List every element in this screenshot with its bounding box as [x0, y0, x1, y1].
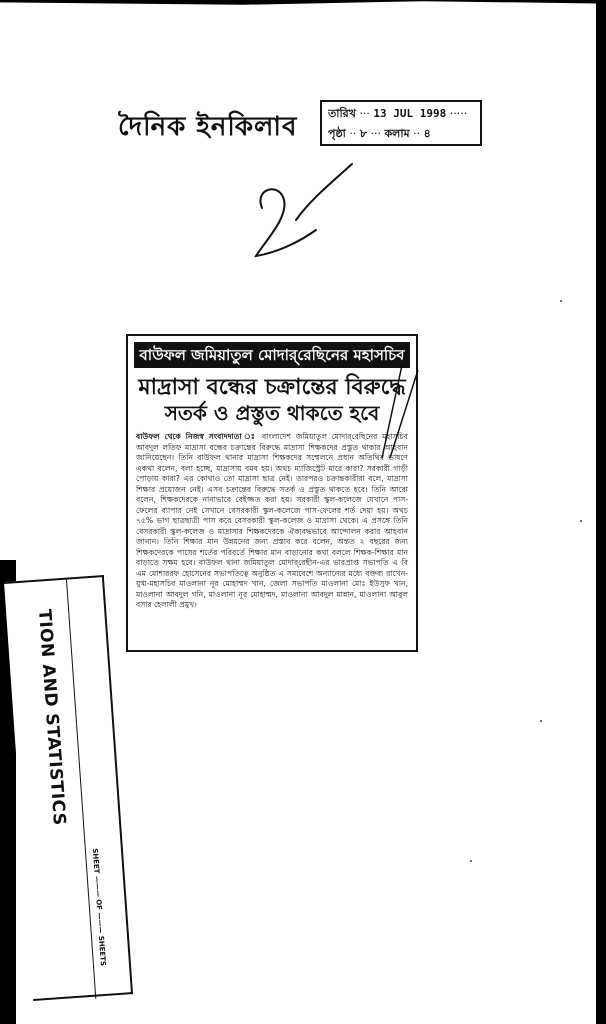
stamp-page-value: ৮ — [359, 127, 367, 140]
date-stamp — [320, 100, 482, 146]
stamp-page-label: পৃষ্ঠা — [328, 127, 346, 140]
stamp-date-row: তারিখ ··· 13 JUL 1998 ····· — [328, 107, 468, 120]
stamp-date-label: তারিখ — [328, 107, 356, 120]
newspaper-masthead: দৈনিক ইনকিলাব — [118, 112, 298, 142]
headline-line-1: মাদ্রাসা বন্ধের চক্রান্তের বিরুদ্ধে — [138, 374, 406, 400]
stamp-page-row: পৃষ্ঠা ·· ৮ ··· কলাম ·· ৪ — [328, 127, 431, 140]
stamp-date-value: 13 JUL 1998 — [373, 107, 447, 120]
clipping-body-text: বাংলাদেশ জমিয়াতুল মোদার্‌রেছিনের মহাসচিব আবদুল লতিফ মাদ্রাসা বন্ধের চক্রান্তের বিরুদ্ধে মাদ্রাসা শিক্ষকদের প্রস্তুত থাকার আহবান জানিয়েছেন। তিনি বাউফল থানার মাদ্রাসা শিক্ষকদের সম্মেলনে প্রধান অতিথির ভাষণে একথা বলেন, বলা হচ্ছে, মাদ্রাসায় বমব হয়। অথচ ম্যাজিস্ট্রেট মারে কারা? সরকারী গাড়ী পোড়ায় কারা? এর কোথাও তো মাদ্রাসা ছাত্র নেই। তারপরও চক্রান্তকারীরা বলে, মাদ্রাসা শিক্ষার প্রয়োজন নেই। এসব চক্রান্তের বিরুদ্ধে সতর্ক ও প্রস্তুত থাকতে হবে। তিনি আরো বলেন, শিক্ষকদেরকে নানাভাবে বেইজ্জত করা হয়। সরকারী স্কুল-কলেজে যেখানে পাস-ফেলের ব্যাপার নেই সেখানে বেসরকারী স্কুল-কলেজে পাস-ফেলের শর্ত দেয়া হয়। অথচ ৭৫% ভাগ ছাত্রছাত্রী পাস করে বেসরকারী স্কুল-কলেজ ও মাদ্রাসা থেকে। এ প্রসঙ্গে তিনি বেসরকারী স্কুল-কলেজ ও মাদ্রাসার শিক্ষকদেরকে ঐক্যবদ্ধভাবে আন্দোলন করার আহবান জানান। তিনি শিক্ষার মান উন্নয়নের জন্য প্রস্তাব করে বলেন, অন্তত ২ বছরের জন্য শিক্ষকদেরকে পাসের শর্তের পরিবর্তে শিক্ষার মান বাড়ানোর কথা বললে শিক্ষক-শিক্ষার মান বাড়াতে সক্ষম হবে। বাউফল থানা জমিয়াতুল মোদার্‌রেছীন-এর ভারপ্রাপ্ত সভাপতি এ বি এম মোশাররফ হোসেনের সভাপতিত্বে অনুষ্ঠিত এ সমাবেশে অন্যান্যের মধ্যে বক্তব্য রাখেন- যুগ্ম-মহাসচিব মাওলানা নূর মোহাম্মদ খান, জেলা সভাপতি মাওলানা মোঃ ইউসুফ খান, মাওলানা আবদুল গনি, মাওলানা নূর মোহাম্মদ, মাওলানা আবদুল মান্নান, মাওলানা আবুল বসার হেলালী প্রমুখ। — [136, 432, 408, 609]
sheets-label: SHEETS — [96, 935, 108, 967]
clipping-body — [136, 432, 408, 611]
clipping-headline — [136, 374, 408, 426]
clipping-dateline: বাউফল থেকে নিজস্ব সংবাদদাতা ঃ — [136, 432, 258, 441]
scan-edge-right — [596, 0, 606, 1024]
stamp-column-value: ৪ — [423, 127, 431, 140]
of-label: OF — [94, 899, 104, 911]
clipping-banner: বাউফল জমিয়াতুল মোদার্‌রেছিনের মহাসচিব — [134, 342, 410, 368]
scan-speck — [540, 720, 542, 722]
headline-line-2: সতর্ক ও প্রস্তুত থাকতে হবে — [164, 401, 380, 425]
scan-speck — [470, 860, 472, 862]
scan-edge-top — [0, 0, 606, 12]
folder-title: TION AND STATISTICS — [34, 608, 70, 827]
stamp-column-label: কলাম — [384, 127, 410, 140]
file-folder-tab — [4, 575, 133, 1001]
sheet-label: SHEET — [90, 848, 101, 874]
news-clipping — [126, 334, 418, 652]
folder-sheet-counter: SHEET ——— OF ——— SHEETS — [90, 848, 108, 967]
scan-speck — [560, 300, 562, 302]
scan-speck — [580, 520, 582, 522]
handwritten-number-mark — [240, 160, 360, 270]
